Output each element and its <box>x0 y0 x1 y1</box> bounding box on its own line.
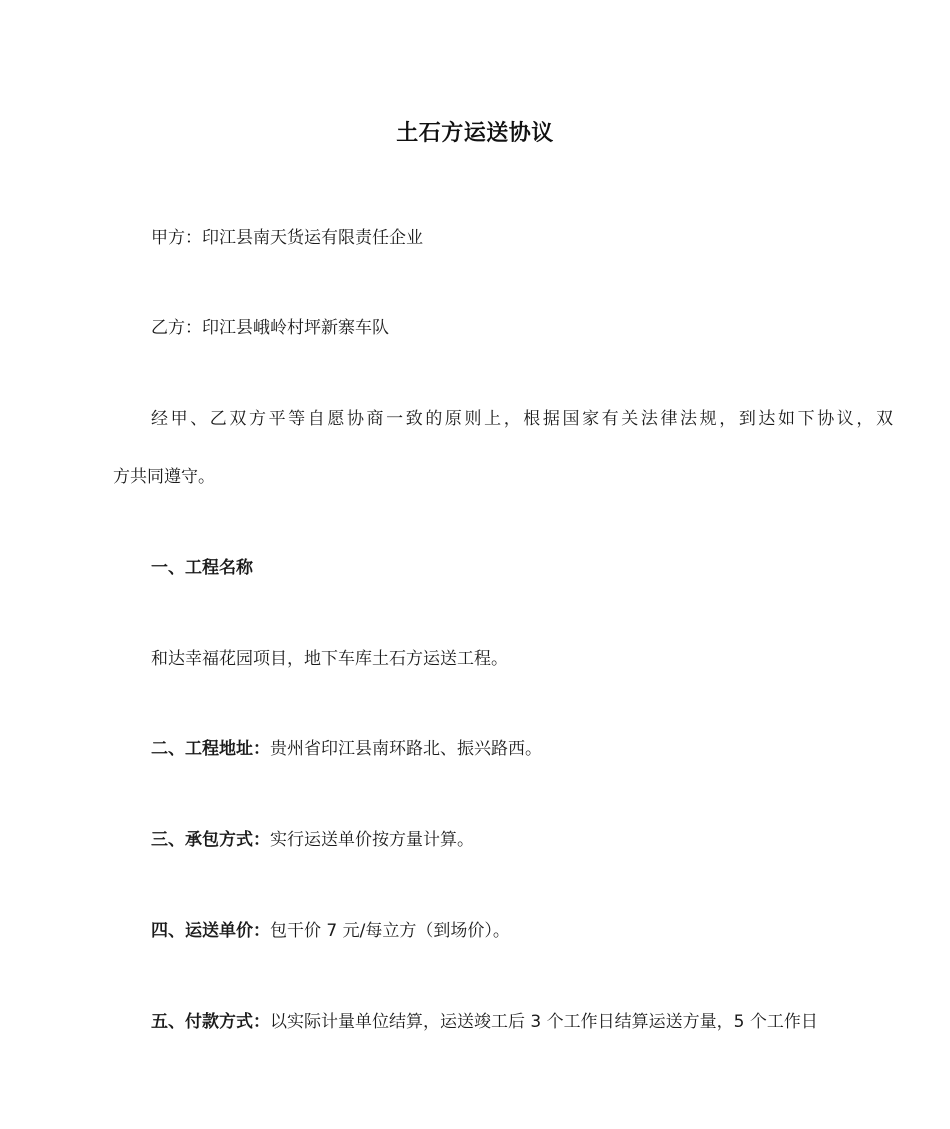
section-4-line <box>113 919 893 943</box>
intro-paragraph-line-1: 经甲、乙双方平等自愿协商一致的原则上，根据国家有关法律法规，到达如下协议，双 <box>151 409 893 429</box>
party-a-line: 甲方：印江县南天货运有限责任企业 <box>151 228 423 248</box>
party-b-line: 乙方：印江县峨岭村坪新寨车队 <box>151 318 389 338</box>
section-2-text: 贵州省印江县南环路北、振兴路西。 <box>270 739 542 759</box>
section-5-text: 以实际计量单位结算，运送竣工后 3 个工作日结算运送方量，5 个工作日 <box>270 1012 818 1032</box>
section-5-heading: 五、付款方式： <box>151 1012 270 1032</box>
section-3-line <box>113 828 893 852</box>
section-1-text: 和达幸福花园项目，地下车库土石方运送工程。 <box>151 649 508 669</box>
section-2-line <box>113 737 893 761</box>
intro-paragraph-line-2: 方共同遵守。 <box>113 467 215 487</box>
section-4-heading: 四、运送单价： <box>151 921 270 941</box>
section-3-heading: 三、承包方式： <box>151 830 270 850</box>
document-title: 土石方运送协议 <box>396 121 554 146</box>
section-2-heading: 二、工程地址： <box>151 739 270 759</box>
section-3-text: 实行运送单价按方量计算。 <box>270 830 474 850</box>
section-4-text: 包干价 7 元/每立方（到场价）。 <box>270 921 510 941</box>
section-1-heading: 一、工程名称 <box>151 558 253 578</box>
section-5-line <box>113 1010 893 1034</box>
